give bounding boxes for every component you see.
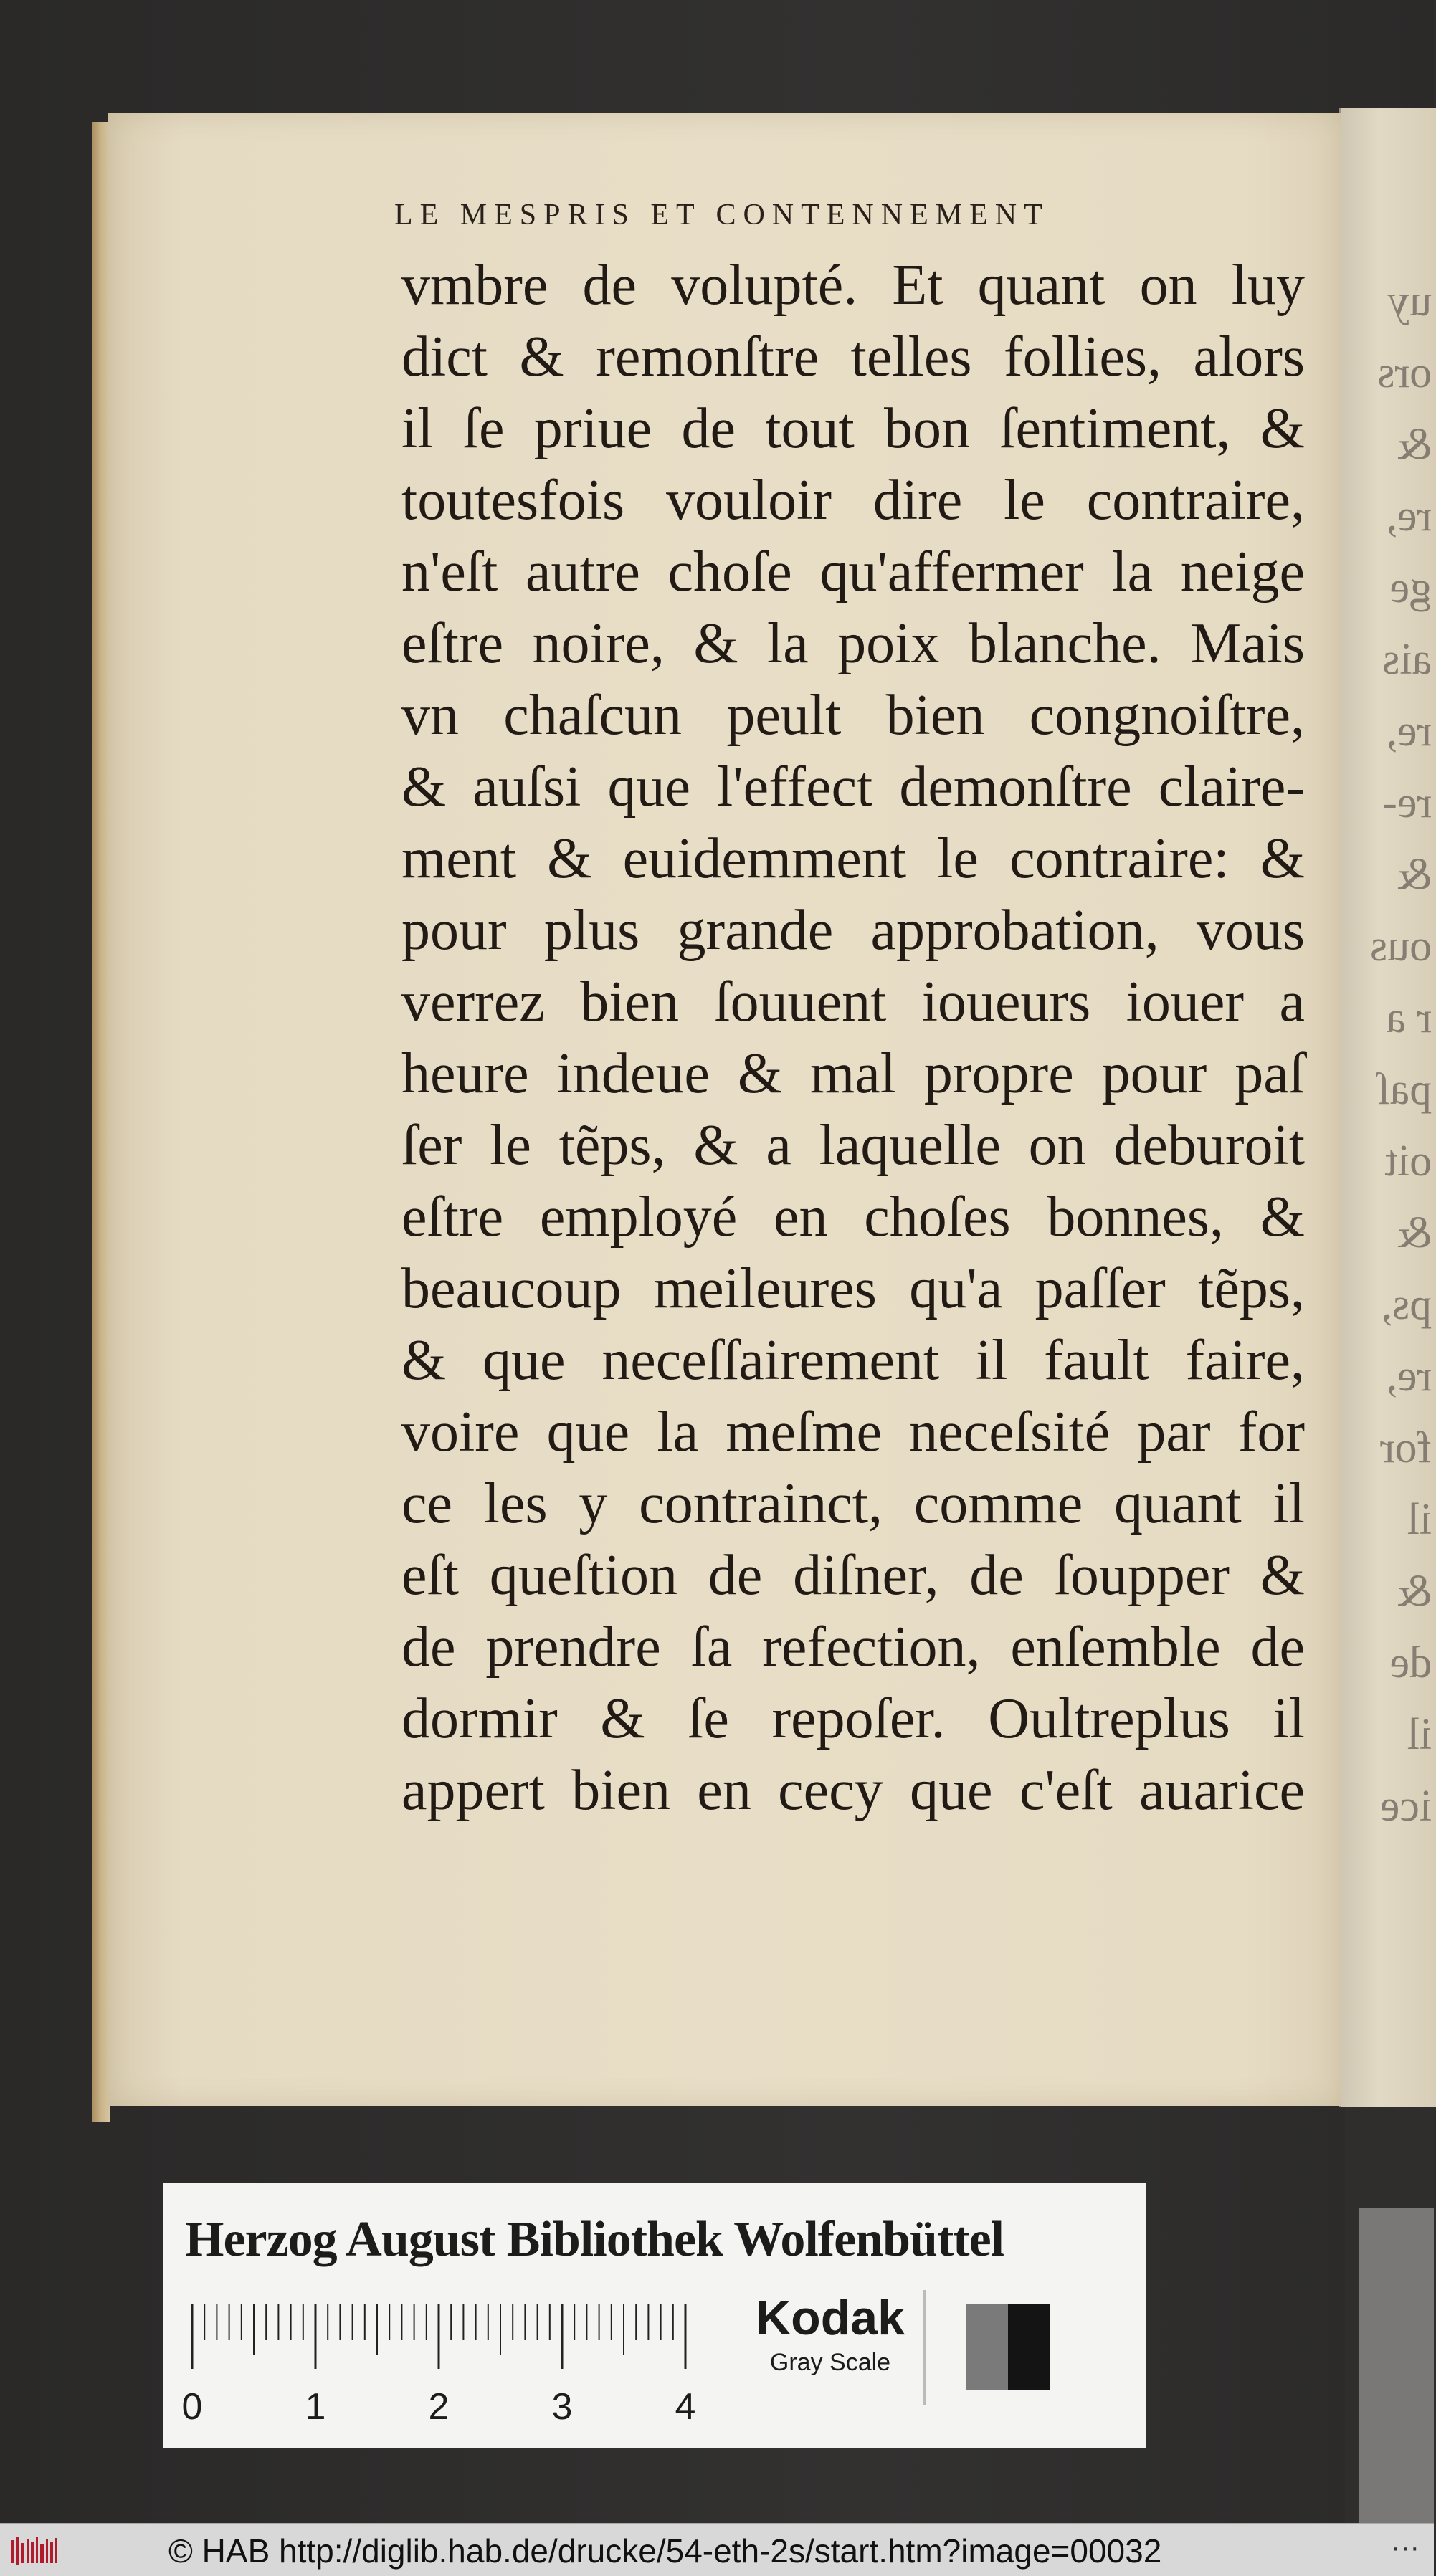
- footer-bar: [0, 2523, 1434, 2576]
- text-line: eſt queſtion de diſner, de ſoupper &: [401, 1544, 1305, 1607]
- text-line: & que neceſſairement il fault faire,: [401, 1329, 1305, 1392]
- text-line: vmbre de volupté. Et quant on luy: [401, 254, 1305, 317]
- hab-barcode-logo-icon: [10, 2536, 60, 2566]
- ruler-number: 3: [551, 2386, 573, 2428]
- text-line: ſer le tẽps, & a laquelle on deburoit: [401, 1114, 1305, 1177]
- facing-page-shadow: [1345, 2107, 1434, 2523]
- text-line: voire que la meſme neceſsité par for: [401, 1401, 1305, 1464]
- text-line: dormir & ſe repoſer. Oultreplus il: [401, 1687, 1305, 1750]
- ruler-number: 1: [305, 2386, 326, 2428]
- ruler-number: 2: [428, 2386, 450, 2428]
- card-divider: [923, 2290, 926, 2405]
- text-line: vn chaſcun peult bien congnoiſtre,: [401, 684, 1305, 747]
- text-line: ce les y contrainct, comme quant il: [401, 1472, 1305, 1535]
- text-line: ment & euidemment le contraire: &: [401, 827, 1305, 890]
- running-head: LE MESPRIS ET CONTENNEMENT: [394, 199, 1050, 232]
- facing-page-text: uy ors & re, ge ais re, re- & ous r a paſ oit & ps, re, for il & de il ice: [1370, 277, 1432, 1831]
- text-line: heure indeue & mal propre pour paſ: [401, 1042, 1305, 1105]
- gray-patch-black: [1008, 2304, 1050, 2390]
- facing-page-tab: [1359, 2208, 1434, 2523]
- page-text-block: [401, 249, 1305, 1826]
- ruler-number: 4: [675, 2386, 696, 2428]
- library-name: Herzog August Bibliothek Wolfenbüttel: [185, 2212, 1004, 2267]
- text-line: toutesfois vouloir dire le contraire,: [401, 469, 1305, 532]
- text-line: dict & remonſtre telles follies, alors: [401, 325, 1305, 388]
- text-line: il ſe priue de tout bon ſentiment, &: [401, 397, 1305, 460]
- footer-more: ···: [1391, 2532, 1420, 2563]
- kodak-logo: Kodak: [756, 2291, 905, 2345]
- facing-page: [1339, 108, 1436, 2107]
- ruler-number: 0: [181, 2386, 203, 2428]
- gray-scale-label: Gray Scale: [769, 2349, 891, 2376]
- text-line: de prendre ſa refection, enſemble de: [401, 1616, 1305, 1679]
- text-line: verrez bien ſouuent ioueurs iouer a: [401, 970, 1305, 1034]
- source-url-text: © HAB http://diglib.hab.de/drucke/54-eth-2s/start.htm?image=00032: [168, 2532, 1162, 2570]
- color-calibration-card: [163, 2183, 1146, 2448]
- text-line: pour plus grande approbation, vous: [401, 899, 1305, 962]
- text-line: beaucoup meileures qu'a paſſer tẽps,: [401, 1257, 1305, 1320]
- text-line: n'eſt autre choſe qu'affermer la neige: [401, 540, 1305, 604]
- text-line: & auſsi que l'effect demonſtre claire-: [401, 755, 1305, 819]
- text-line: eſtre noire, & la poix blanche. Mais: [401, 612, 1305, 675]
- text-line: appert bien en cecy que c'eſt auarice: [401, 1759, 1305, 1822]
- gray-patch-mid: [966, 2304, 1008, 2390]
- text-line: eſtre employé en choſes bonnes, &: [401, 1186, 1305, 1249]
